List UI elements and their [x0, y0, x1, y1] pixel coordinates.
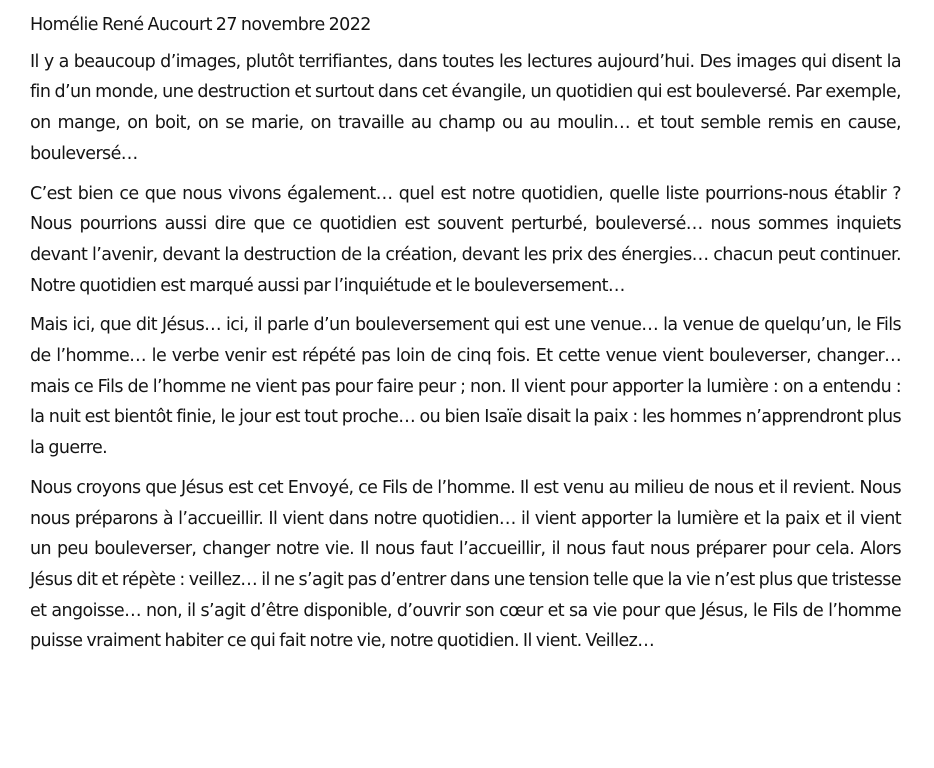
paragraph-3: Mais ici, que dit Jésus… ici, il parle d’un bouleversement qui est une venue… la venue de quelqu’un, le Fils de l’homme… le verbe venir est répété pas loin de cinq fois. Et cette venue vient bouleverser, changer… mais ce Fils de l’homme ne vient pas pour faire peur ; non. Il vient pour apporter la lumière : on a entendu : la nuit est bientôt finie, le jour est tout proche… ou bien Isaïe disait la paix : les hommes n’apprendront plus la guerre.: [30, 315, 901, 459]
paragraph-1: Il y a beaucoup d’images, plutôt terrifiantes, dans toutes les lectures aujourd’hui. Des images qui disent la fin d’un monde, une destruction et surtout dans cet évangile, un quotidien qui est bouleversé. Par exemple, on mange, on boit, on se marie, on travaille au champ ou au moulin… et tout semble remis en cause, bouleversé…: [30, 51, 901, 164]
document-page: [30, 10, 901, 666]
paragraph-4: Nous croyons que Jésus est cet Envoyé, ce Fils de l’homme. Il est venu au milieu de nous et il revient. Nous nous préparons à l’accueillir. Il vient dans notre quotidien… il vient apporter la lumière et la paix et il vient un peu bouleverser, changer notre vie. Il nous faut l’accueillir, il nous faut nous préparer pour cela. Alors Jésus dit et répète : veillez… il ne s’agit pas d’entrer dans une tension telle que la vie n’est plus que tristesse et angoisse… non, il s’agit d’être disponible, d’ouvrir son cœur et sa vie pour que Jésus, le Fils de l’homme puisse vraiment habiter ce qui fait notre vie, notre quotidien. Il vient. Veillez…: [30, 477, 901, 652]
document-title: Homélie René Aucourt 27 novembre 2022: [30, 15, 371, 35]
paragraph-2: C’est bien ce que nous vivons également… quel est notre quotidien, quelle liste pourrions-nous établir ? Nous pourrions aussi dire que ce quotidien est souvent perturbé, bouleversé… nous sommes inquiets devant l’avenir, devant la destruction de la création, devant les prix des énergies… chacun peut continuer. Notre quotidien est marqué aussi par l’inquiétude et le bouleversement…: [30, 183, 901, 296]
